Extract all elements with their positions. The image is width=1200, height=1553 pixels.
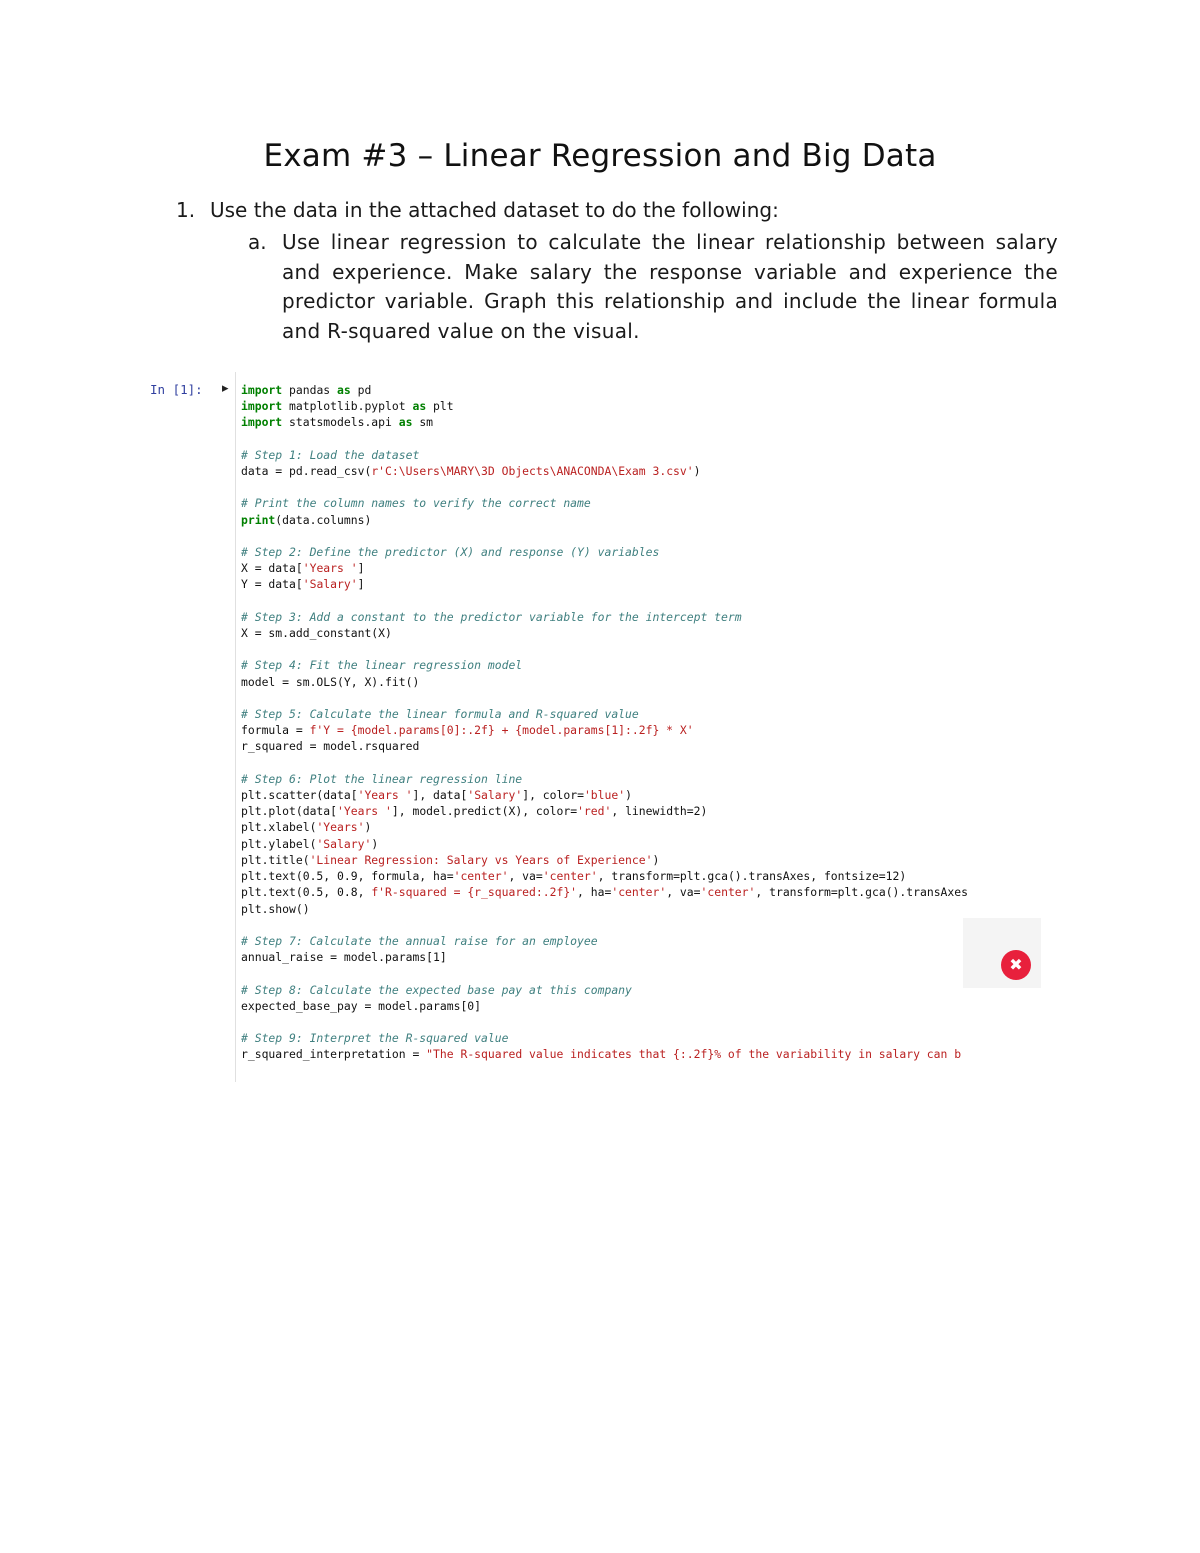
code-line: import statsmodels.api as sm bbox=[241, 415, 434, 430]
code-line: data = pd.read_csv(r'C:\Users\MARY\3D Objects\ANACONDA\Exam 3.csv') bbox=[241, 464, 701, 479]
question-number: 1. bbox=[176, 198, 196, 222]
code-editor[interactable] bbox=[235, 372, 1012, 1082]
code-line: # Step 3: Add a constant to the predictor variable for the intercept term bbox=[241, 609, 742, 624]
code-line: # Step 8: Calculate the expected base pay at this company bbox=[241, 982, 632, 997]
code-line: formula = f'Y = {model.params[0]:.2f} + {model.params[1]:.2f} * X' bbox=[241, 723, 694, 738]
code-line: plt.plot(data['Years '], model.predict(X), color='red', linewidth=2) bbox=[241, 804, 708, 819]
code-line: plt.text(0.5, 0.9, formula, ha='center', va='center', transform=plt.gca().transAxes, fontsize=12) bbox=[241, 869, 907, 884]
run-cursor-icon[interactable]: ▸ bbox=[222, 381, 229, 396]
question-text: Use the data in the attached dataset to do the following: bbox=[210, 198, 779, 222]
question-1 bbox=[176, 198, 779, 222]
close-x-icon[interactable]: ✖ bbox=[1001, 950, 1031, 980]
code-line: # Step 4: Fit the linear regression model bbox=[241, 658, 523, 673]
code-line: import pandas as pd bbox=[241, 383, 372, 397]
code-line: model = sm.OLS(Y, X).fit() bbox=[241, 674, 420, 689]
code-line: # Step 5: Calculate the linear formula and R-squared value bbox=[241, 707, 639, 722]
page-title: Exam #3 – Linear Regression and Big Data bbox=[263, 138, 937, 174]
code-text bbox=[241, 382, 968, 1063]
question-1a bbox=[248, 228, 1058, 346]
cell-prompt: In [1]: bbox=[150, 382, 203, 397]
code-line: # Step 1: Load the dataset bbox=[241, 447, 420, 462]
code-line: X = data['Years '] bbox=[241, 561, 365, 576]
code-line: X = sm.add_constant(X) bbox=[241, 626, 392, 641]
code-line: # Print the column names to verify the correct name bbox=[241, 496, 591, 511]
notebook-code-cell[interactable] bbox=[150, 372, 1012, 1084]
code-line: # Step 7: Calculate the annual raise for an employee bbox=[241, 933, 598, 948]
floating-widget bbox=[963, 918, 1041, 988]
code-line: plt.show() bbox=[241, 901, 310, 916]
code-line: Y = data['Salary'] bbox=[241, 577, 365, 592]
code-line: import matplotlib.pyplot as plt bbox=[241, 399, 454, 414]
code-line: print(data.columns) bbox=[241, 512, 372, 527]
part-text: Use linear regression to calculate the linear relationship between salary and experience. Make salary the response variable and experience the predictor variable. Graph this relationship and include the linear formula and R-squared value on the visual. bbox=[282, 230, 1058, 343]
code-line: plt.xlabel('Years') bbox=[241, 820, 372, 835]
code-line: plt.text(0.5, 0.8, f'R-squared = {r_squared:.2f}', ha='center', va='center', transform=plt.gca().transAxes bbox=[241, 885, 968, 900]
code-line: plt.ylabel('Salary') bbox=[241, 836, 379, 851]
code-line: # Step 2: Define the predictor (X) and response (Y) variables bbox=[241, 545, 660, 560]
code-line: r_squared_interpretation = "The R-squared value indicates that {:.2f}% of the variability in salary can b bbox=[241, 1047, 962, 1062]
part-letter: a. bbox=[248, 230, 267, 254]
code-line: # Step 9: Interpret the R-squared value bbox=[241, 1031, 509, 1046]
code-line: annual_raise = model.params[1] bbox=[241, 950, 447, 965]
code-line: expected_base_pay = model.params[0] bbox=[241, 998, 482, 1013]
code-line: r_squared = model.rsquared bbox=[241, 739, 420, 754]
code-line: plt.scatter(data['Years '], data['Salary'], color='blue') bbox=[241, 788, 632, 803]
code-line: # Step 6: Plot the linear regression line bbox=[241, 771, 523, 786]
code-line: plt.title('Linear Regression: Salary vs Years of Experience') bbox=[241, 852, 660, 867]
